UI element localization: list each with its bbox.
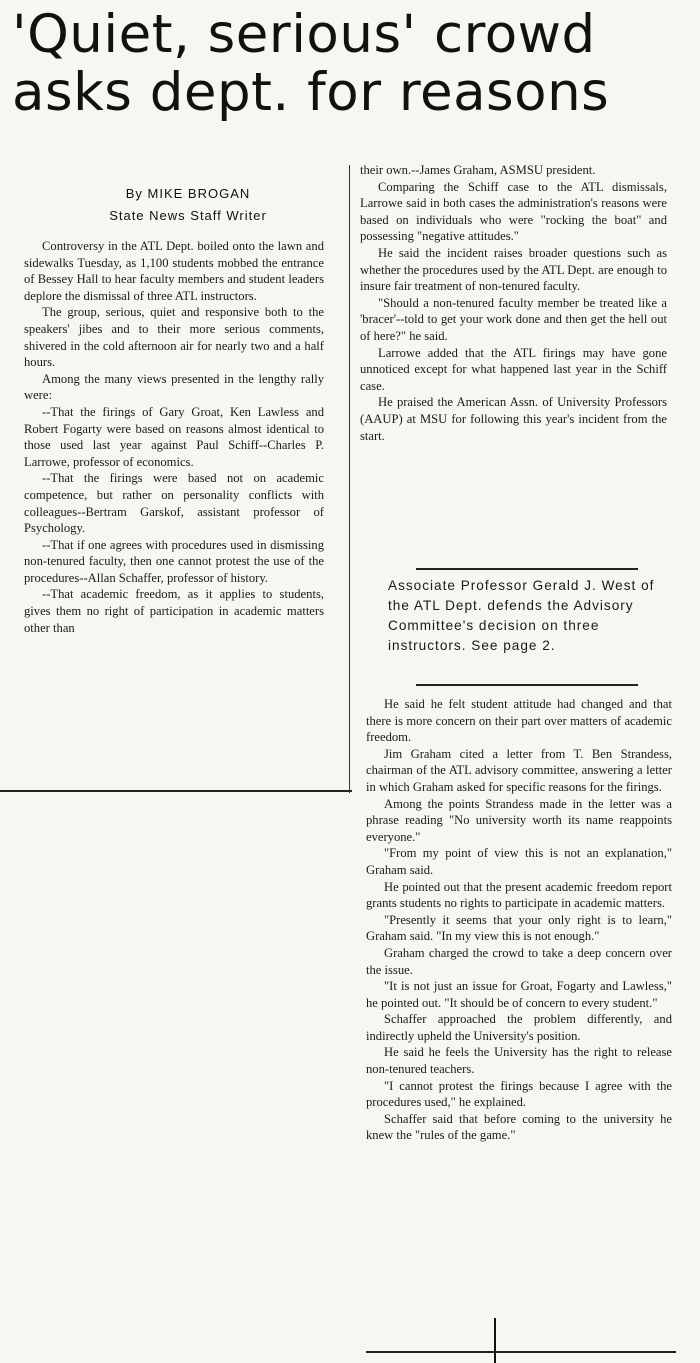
paragraph: Among the points Strandess made in the letter was a phrase reading "No university worth its name reappoints everyone." bbox=[366, 796, 672, 844]
page-bottom-rule bbox=[366, 1351, 676, 1353]
paragraph: Jim Graham cited a letter from T. Ben Strandess, chairman of the ATL advisory committee, answering a letter in which Graham asked for specific reasons for the firings. bbox=[366, 746, 672, 794]
clipping-edge-mark bbox=[494, 1318, 496, 1363]
paragraph: "It is not just an issue for Groat, Fogarty and Lawless," he pointed out. "It should be of concern to every student." bbox=[366, 979, 672, 1010]
paragraph: He praised the American Assn. of University Professors (AAUP) at MSU for following this year's incident from the start. bbox=[360, 395, 667, 443]
headline-line-1: 'Quiet, serious' crowd bbox=[12, 4, 596, 65]
promo-box: Associate Professor Gerald J. West of the ATL Dept. defends the Advisory Committee's decision on three instructors. See page 2. bbox=[388, 578, 655, 653]
byline-author: By MIKE BROGAN bbox=[125, 186, 251, 201]
promo-rule-bottom bbox=[416, 684, 638, 686]
paragraph: He said he felt student attitude had changed and that there is more concern on their part over matters of academic freedom. bbox=[366, 697, 672, 745]
byline-title: State News Staff Writer bbox=[109, 208, 267, 223]
paragraph: "Should a non-tenured faculty member be treated like a 'bracer'--told to get your work done and then get the hell out of here?" he said. bbox=[360, 295, 667, 343]
paragraph: He said he feels the University has the right to release non-tenured teachers. bbox=[366, 1045, 672, 1077]
paragraph: "Presently it seems that your only right is to learn," Graham said. "In my view this is not enough." bbox=[366, 912, 672, 944]
left-column bbox=[24, 238, 324, 636]
column-divider bbox=[349, 165, 350, 793]
paragraph: Among the many views presented in the lengthy rally were: bbox=[24, 371, 324, 403]
headline bbox=[12, 6, 652, 122]
paragraph: Schaffer said that before coming to the university he knew the "rules of the game." bbox=[366, 1111, 672, 1143]
right-column-top bbox=[360, 162, 667, 444]
paragraph: Larrowe added that the ATL firings may have gone unnoticed except for what happened last year in the Schiff case. bbox=[360, 345, 667, 393]
headline-line-2: asks dept. for reasons bbox=[12, 62, 610, 123]
paragraph: He pointed out that the present academic freedom report grants students no rights to participate in academic matters. bbox=[366, 879, 672, 911]
promo-rule-top bbox=[416, 568, 638, 570]
paragraph: their own.--James Graham, ASMSU president. bbox=[360, 163, 596, 177]
paragraph: Comparing the Schiff case to the ATL dismissals, Larrowe said in both cases the administration's reasons were based on individuals who were "rocking the boat" and possessing "negative attitudes." bbox=[360, 179, 667, 244]
paragraph: --That if one agrees with procedures used in dismissing non-tenured faculty, then one cannot protest the use of the procedures--Allan Schaffer, professor of history. bbox=[24, 537, 324, 585]
paragraph: "I cannot protest the firings because I agree with the procedures used," he explained. bbox=[366, 1078, 672, 1110]
paragraph: --That the firings were based not on academic competence, but rather on personality conflicts with colleagues--Bertram Garskof, assistant professor of Psychology. bbox=[24, 471, 324, 536]
paragraph: Schaffer approached the problem differently, and indirectly upheld the University's position. bbox=[366, 1012, 672, 1043]
paragraph: The group, serious, quiet and responsive both to the speakers' jibes and to their more serious comments, shivered in the cold afternoon air for nearly two and a half hours. bbox=[24, 305, 324, 370]
right-column-bottom bbox=[366, 696, 672, 1144]
paragraph: --That academic freedom, as it applies to students, gives them no right of participation in academic matters other than bbox=[24, 587, 324, 635]
paragraph: Graham charged the crowd to take a deep concern over the issue. bbox=[366, 945, 672, 977]
paragraph: Controversy in the ATL Dept. boiled onto the lawn and sidewalks Tuesday, as 1,100 students mobbed the entrance of Bessey Hall to hear faculty members and student leaders deplore the dismissal of three ATL instructors. bbox=[24, 239, 324, 303]
byline bbox=[68, 183, 308, 227]
paragraph: He said the incident raises broader questions such as whether the procedures used by the ATL Dept. are enough to insure fair treatment of non-tenured faculty. bbox=[360, 245, 667, 294]
column-end-rule-left bbox=[0, 790, 352, 792]
paragraph: --That the firings of Gary Groat, Ken Lawless and Robert Fogarty were based on reasons almost identical to those used last year against Paul Schiff--Charles P. Larrowe, professor of economics. bbox=[24, 404, 324, 469]
paragraph: "From my point of view this is not an explanation," Graham said. bbox=[366, 846, 672, 877]
